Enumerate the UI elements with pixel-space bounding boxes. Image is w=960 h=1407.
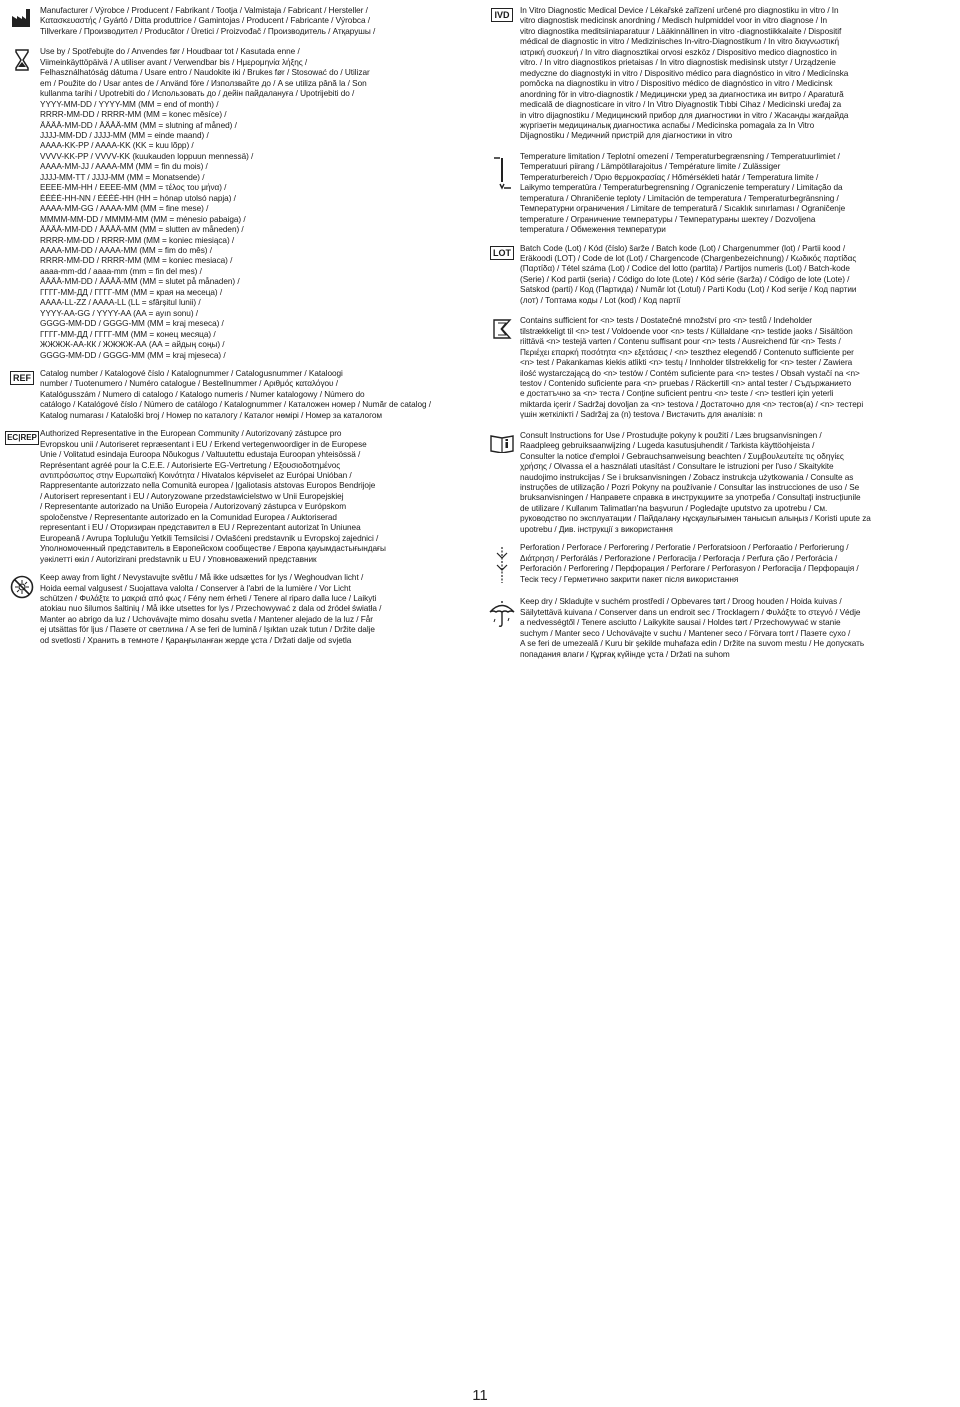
page-number: 11	[472, 1387, 488, 1404]
thermometer-icon	[484, 152, 520, 192]
entry-use-by	[4, 47, 476, 361]
ec-rep-symbol	[4, 429, 40, 445]
keep-away-from-light-text: Keep away from light / Nevystavujte světlu / Må ikke udsættes for lys / Weghoudvan licht / Hoida eemal valgusest / Suojattava valolta / Conserver à l'abri de la lumière / Vor Licht schützen / Φυλάξτε το μακριά από φως / Fény nem érheti / Tenere al riparo dalla luce / Laikyti atokiau nuo šilumos šaltinių / Må ikke utsettes for lys / Przechowywać z dala od źródeł światła / Manter ao abrigo da luz / Uchovávajte mimo dosahu svetla / Mantener alejado de la luz / Får ej utsättas för ljus / Пазете от светлина / A se feri de lumină / Işıktan uzak tutun / Držite dalje od svetlosti / Хранить в темноте / Қараңғыланған жерде ұста / Držati dalje od svjetla	[40, 573, 382, 645]
no-light-icon	[4, 573, 40, 599]
entry-authorized-representative	[4, 429, 476, 565]
sigma-icon	[484, 316, 520, 340]
entry-contains-sufficient	[484, 316, 956, 421]
left-column	[4, 6, 476, 652]
hourglass-icon	[4, 47, 40, 71]
lot-box: LOT	[490, 246, 514, 260]
entry-keep-dry	[484, 597, 956, 660]
book-info-icon	[484, 431, 520, 453]
contains-sufficient-text: Contains sufficient for <n> tests / Dostatečné množství pro <n> testů / Indeholder tilstrækkeligt til <n> test / Voldoende voor <n> tests / Küllaldane <n> testide jaoks / Sisältöon riittävä <n> testejä varten / Contenu suffisant pour <n> tests / Ausreichend für <n> Tests / Περιέχει επαρκή ποσότητα <n> εξετάσεις / <n> teszthez elegendő / Contenuto sufficiente per <n> test / Pakankamas kiekis atlikti <n> testų / Innholder tilstrekkelig for <n> tester / Zawiera ilość wystarczającą do <n> testów / Contém suficiente para <n> testes / Obsah vystačí na <n> testov / Contenido suficiente para <n> pruebas / Räckertill <n> antal tester / Съдържанието е достатъчно за <n> теста / Conține suficient pentru <n> teste / <n> testleri için yeterli miktarda içerir / Sadržaj dovoljan za <n> testova / Достаточно для <n> тестов(а) / <n> тестері үшін жеткілікті / Sadržaj za (n) testova / Вистачить для аналізів: n	[520, 316, 864, 420]
entry-perforation	[484, 543, 956, 585]
factory-icon	[4, 6, 40, 28]
ivd-symbol	[484, 6, 520, 22]
consult-instructions-text: Consult Instructions for Use / Prostudujte pokyny k použití / Læs brugsanvisningen / Raadpleeg gebruiksaanwijzing / Lugeda kasutusjuhendit / Tarkista käyttöohjeista / Consulter la notice d'emploi / Gebrauchsanweisung beachten / Συμβουλευτείτε τις οδηγίες χρήσης / Olvassa el a használati utasítást / Consultare le istruzioni per l'uso / Skaitykite naudojimo instrukcijas / Se i bruksanvisningen / Zobacz instrukcja użytkowania / Consulte as instruções de utilização / Pozri Pokyny na používanie / Consultar las instrucciones de uso / Se bruksanvisningen / Направете справка в инструкциите за употреба / Consultați instrucțiunile de utilizare / Kullanım Talimatları'na başvurun / Pogledajte uputstvo za upotrebu / См. руководство по эксплуатации / Пайдалану нұсқаулығымен танысып алыңыз / Koristi upute za upotrebu / Див. інструкції з використання	[520, 430, 871, 534]
entry-keep-away-from-light	[4, 573, 476, 646]
batch-code-text: Batch Code (Lot) / Kód (číslo) šarže / Batch kode (Lot) / Chargenummer (lot) / Partii kood / Eräkoodi (LOT) / Code de lot (Lot) / Chargencode (Chargenbezeichnung) / Κωδικός παρτίδας (Παρτίδα) / Tétel száma (Lot) / Codice del lotto (partita) / Partijos numeris (Lot) / Batch-kode (Serie) / Kod partii (seria) / Código do lote (Lote) / Kód série (šarža) / Código de lote (Lote) / Satskod (parti) / Код (Партида) / Număr lot (Lotul) / Parti Kodu (Lot) / Kod serije / Код партии (лот) / Топтама коды / Lot (kod) / Код партії	[520, 243, 857, 305]
perforation-text: Perforation / Perforace / Perforering / Perforatie / Perforatsioon / Perforaatio / Perforierung / Διάτρηση / Perforálás / Perforazione / Perforacija / Perforacja / Perfura ção / Perforácia / Perforación / Perforering / Перфорация / Perforare / Perforasyon / Perforacija / Перфорація / Тесік тесу / Герметично закрити пакет після використання	[520, 543, 859, 584]
perforation-icon	[484, 543, 520, 585]
ec-rep-box: EC|REP	[5, 431, 39, 445]
right-column	[484, 6, 956, 666]
ivd-text: In Vitro Diagnostic Medical Device / Lékařské zařízení určené pro diagnostiku in vitro / In vitro diagnostisk medicinsk anordning / Medisch hulpmiddel voor in vitro diagnose / In vitro diagnostika meditsiiniaparatuur / Lääkinnällinen in vitro -diagnostiikkalaite / Dispositif médical de diagnostic in vitro / Medizinisches In-vitro-Diagnostikum / In vitro διαγνωστική ιατρική συσκευή / In vitro diagnosztikai orvosi eszköz / Dispositivo medico diagnostico in vitro. / In vitro diagnostikos prietaisas / In vitro diagnostisk medisinsk utstyr / Urządzenie medyczne do diagnostyki in vitro / Dispositivo médico para diagnóstico in vitro / Medicínska pomôcka na diagnostiku in vitro / Dispositivo médico de diagnóstico in vitro / Medicinsk anordning för in vitro-diagnostik / Медицински уред за диагностика ин витро / Aparatură medicală de diagnosticare in vitro / In Vitro Diyagnostik Tıbbi Cihaz / Medicinski uređaj za in vitro dijagnostiku / Медицинский прибор для диагностики in vitro / Жасанды жағдайда жүргізетін медициналық диагностика аспабы / Medicinska pomagala za In Vitro Dijagnostiku / Медичний пристрій для діагностики in vitro	[520, 6, 849, 141]
manufacturer-text: Manufacturer / Výrobce / Producent / Fabrikant / Tootja / Valmistaja / Fabricant / Hersteller / Κατασκευαστής / Gyártó / Ditta produttrice / Gamintojas / Producent / Fabricante / Výrobca / Tillverkare / Производител / Producător / Üretici / Proizvođač / Производитель / Атқарушы /	[40, 6, 376, 36]
entry-temperature-limitation	[484, 152, 956, 236]
entry-catalog-number	[4, 369, 476, 421]
ref-symbol	[4, 369, 40, 385]
ivd-box: IVD	[491, 8, 512, 22]
use-by-text: Use by / Spotřebujte do / Anvendes før / Houdbaar tot / Kasutada enne / Viimeinkäyttöpäivä / A utiliser avant / Verwendbar bis / Ημερομηνία λήξης / Felhasználhatóság dátuma / Usare entro / Naudokite iki / Brukes før / Stosować do / Utilizar em / Použite do / Usar antes de / Använd före / Използвайте до / A se utiliza până la / Son kullanma tarihi / Upotrebiti do / Использовать до / дейін пайдалануға / Upotrijebiti do / YYYY-MM-DD / YYYY-MM (MM = end of month) / RRRR-MM-DD / RRRR-MM (MM = konec měsíce) / ÅÅÅÅ-MM-DD / ÅÅÅÅ-MM (MM = slutning af måned) / JJJJ-MM-DD / JJJJ-MM (MM = einde maand) / AAAA-KK-PP / AAAA-KK (KK = kuu lõpp) / VVVV-KK-PP / VVVV-KK (kuukauden loppuun mennessä) / AAAA-MM-JJ / AAAA-MM (MM = fin du mois) / JJJJ-MM-TT / JJJJ-MM (MM = Monatsende) / ΕΕΕΕ-ΜΜ-ΗΗ / ΕΕΕΕ-ΜΜ (ΜΜ = τέλος του μήνα) / ÉÉÉÉ-HH-NN / ÉÉÉÉ-HH (HH = hónap utolsó napja) / AAAA-MM-GG / AAAA-MM (MM = fine mese) / MMMM-MM-DD / MMMM-MM (MM = mėnesio pabaiga) / ÅÅÅÅ-MM-DD / ÅÅÅÅ-MM (MM = slutten av måneden) / RRRR-MM-DD / RRRR-MM (MM = koniec miesiąca) / AAAA-MM-DD / AAAA-MM (MM = fim do mês) / RRRR-MM-DD / RRRR-MM (MM = koniec mesiaca) / aaaa-mm-dd / aaaa-mm (mm = fin del mes) / ÅÅÅÅ-MM-DD / ÅÅÅÅ-MM (MM = slutet på månaden) / ГГГГ-ММ-ДД / ГГГГ-ММ (ММ = края на месеца) / AAAA-LL-ZZ / AAAA-LL (LL = sfârșitul lunii) / YYYY-AA-GG / YYYY-AA (AA = ayın sonu) / GGGG-MM-DD / GGGG-MM (MM = kraj meseca) / ГГГГ-ММ-ДД / ГГГГ-ММ (ММ = конец месяца) / ЖЖЖЖ-АА-КК / ЖЖЖЖ-АА (АА = айдың соңы) / GGGG-MM-DD / GGGG-MM (MM = kraj mjeseca) /	[40, 47, 370, 360]
authorized-representative-text: Authorized Representative in the European Community / Autorizovaný zástupce pro Evropskou unii / Autoriseret repræsentant i EU / Erkend vertegenwoordiger in de Europese Unie / Volitatud esindaja Euroopa Nõukogus / Valtuutettu edustaja Euroopan yhteisössä / Représentant agréé pour la C.E.E. / Autorisierte EG-Vertretung / Εξουσιοδοτημένος αντιπρόσωπος στην Ευρωπαϊκή Κοινότητα / Hivatalos képviselet az Európai Unióban / Rappresentante autorizzato nella Comunità europea / Įgaliotasis atstovas Europos Bendrijoje / Autorisert representant i EU / Autoryzowane przedstawicielstwo w Unii Europejskiej / Representante autorizado na União Europeia / Autorizovaný zástupca v Európskom spoločenstve / Representante autorizado en la Comunidad Europea / Auktoriserad representant i EU / Оторизиран представител в ЕU / Reprezentant autorizat în Uniunea Europeană / Avrupa Topluluğu Yetkili Temsilcisi / Ovlašćeni predstavnik u Evropskoj zajednici / Уполномоченный представитель в Европейском сообществе / Европа қауымдастығындағы уәкілетті өкіл / Autorizirani predstavnik u EU / Уповноважений представник	[40, 429, 386, 564]
lot-symbol	[484, 244, 520, 260]
entry-consult-instructions	[484, 431, 956, 536]
keep-dry-text: Keep dry / Skladujte v suchém prostředí / Opbevares tørt / Droog houden / Hoida kuivas / Säilytettävä kuivana / Conserver dans un endroit sec / Trocklagern / Φυλάξτε το στεγνό / Védje a nedvességtől / Tenere asciutto / Laikykite sausai / Holdes tørt / Przechowywać w stanie suchym / Manter seco / Uchovávajte v suchu / Mantener seco / Förvara torrt / Пазете сухо / A se feri de umezeală / Kuru bir şekilde muhafaza edin / Držite na suvom mestu / Не допускать попадания влаги / Құрғақ күйінде ұста / Držati na suhom	[520, 597, 865, 659]
catalog-number-text: Catalog number / Katalogové číslo / Katalognummer / Catalogusnummer / Kataloogi number / Tuotenumero / Numéro catalogue / Bestellnummer / Αριθμός καταλόγου / Katalógusszám / Numero di catalogo / Katalogo numeris / Numer katalogowy / Número do catálogo / Katalógové číslo / Número de catálogo / Katalognummer / Каталожен номер / Număr de catalog / Katalog numarası / Kataloški broj / Номер по каталогу / Каталог нөмірі / Номер за каталогом	[40, 368, 432, 420]
ref-box: REF	[10, 371, 34, 385]
entry-batch-code	[484, 244, 956, 307]
entry-manufacturer	[4, 6, 476, 37]
umbrella-icon	[484, 597, 520, 629]
entry-ivd	[484, 6, 956, 142]
temperature-limitation-text: Temperature limitation / Teplotní omezení / Temperaturbegrænsning / Temperatuurlimiet / Temperatuuri piirang / Lämpötilarajoitus / Température limite / Zulässiger Temperaturbereich / Όριο θερμοκρασίας / Hőmérsékleti határ / Temperatura limite / Laikymo temperatūra / Temperaturbegrensning / Ograniczenie temperatury / Limitação da temperatura / Ohraničenie teploty / Limitación de temperatura / Temperaturbegränsning / Температурни ограничения / Limitare de temperatură / Sıcaklık sınırlaması / Ograničenje temperature / Ограничение температуры / Температураны шектеу / Dozvoljena temperatura / Обмеження температури	[520, 151, 846, 235]
